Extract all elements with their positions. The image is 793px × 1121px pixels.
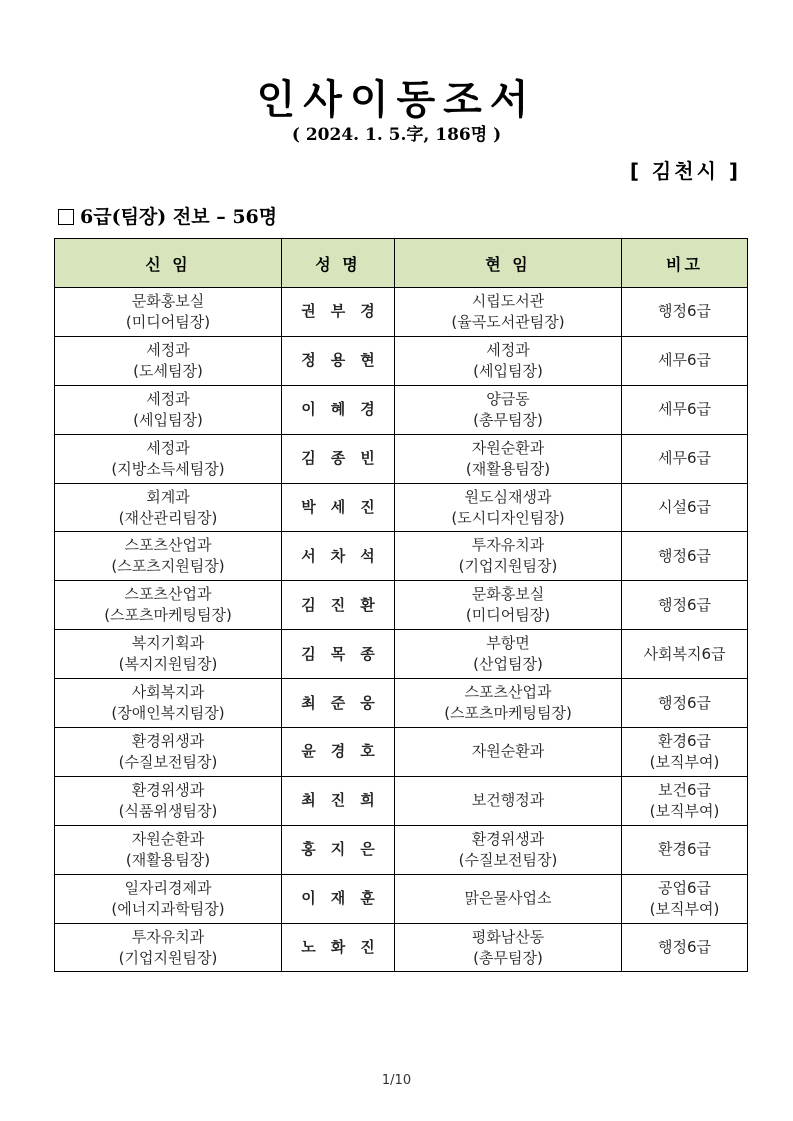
new-post-cell	[55, 874, 282, 923]
header-name: 성 명	[282, 239, 395, 288]
current-post-cell-line: 세정과	[486, 340, 530, 359]
new-post-cell	[55, 825, 282, 874]
name-cell: 윤경호	[282, 728, 395, 777]
new-post-cell-line: (기업지원팀장)	[118, 948, 218, 967]
current-post-cell-line: 스포츠산업과	[464, 683, 552, 702]
current-post-cell	[395, 434, 622, 483]
remark-cell-line: 보건6급	[657, 780, 711, 799]
new-post-cell-line: 세정과	[146, 389, 190, 408]
table-row	[55, 728, 748, 777]
remark-cell-line: 세무6급	[657, 351, 711, 370]
current-post-cell-line: (율곡도서관팀장)	[451, 312, 565, 331]
personnel-table	[54, 238, 748, 972]
current-post-cell-line: (총무팀장)	[473, 948, 543, 967]
new-post-cell-line: 회계과	[146, 487, 190, 506]
table-row	[55, 336, 748, 385]
new-post-cell-line: (식품위생팀장)	[118, 801, 218, 820]
current-post-cell-line: (총무팀장)	[473, 410, 543, 429]
new-post-cell-line: 투자유치과	[131, 927, 205, 946]
table-row	[55, 434, 748, 483]
current-post-cell-line: 평화남산동	[471, 927, 545, 946]
current-post-cell-line: 환경위생과	[471, 829, 545, 848]
table-body	[55, 288, 748, 972]
remark-cell-line: 행정6급	[657, 595, 711, 614]
remark-cell-line: (보직부여)	[649, 801, 720, 820]
current-post-cell	[395, 385, 622, 434]
current-post-cell	[395, 923, 622, 972]
new-post-cell-line: (미디어팀장)	[125, 312, 211, 331]
name-cell: 권부경	[282, 288, 395, 337]
remark-cell	[622, 532, 748, 581]
name-cell: 정용현	[282, 336, 395, 385]
current-post-cell	[395, 776, 622, 825]
table-header-row	[55, 239, 748, 288]
current-post-cell	[395, 483, 622, 532]
remark-cell	[622, 336, 748, 385]
remark-cell-line: 세무6급	[657, 400, 711, 419]
name-cell: 이재훈	[282, 874, 395, 923]
name-cell: 박세진	[282, 483, 395, 532]
current-post-cell-line: 문화홍보실	[471, 585, 545, 604]
name-cell: 최준웅	[282, 679, 395, 728]
current-post-cell-line: 보건행정과	[471, 791, 545, 810]
section-title: 6급(팀장) 전보 – 56명	[80, 206, 278, 228]
current-post-cell-line: 맑은물사업소	[464, 889, 552, 908]
remark-cell-line: 행정6급	[657, 546, 711, 565]
current-post-cell	[395, 679, 622, 728]
remark-cell-line: 시설6급	[657, 498, 711, 516]
remark-cell	[622, 874, 748, 923]
new-post-cell-line: 일자리경제과	[124, 878, 212, 897]
remark-cell	[622, 483, 748, 532]
new-post-cell-line: (스포츠마케팅팀장)	[104, 606, 232, 625]
name-cell: 김목종	[282, 630, 395, 679]
remark-cell	[622, 385, 748, 434]
remark-cell	[622, 288, 748, 337]
remark-cell	[622, 825, 748, 874]
new-post-cell-line: 환경위생과	[131, 780, 205, 799]
header-current-post: 현 임	[395, 239, 622, 288]
name-cell: 김진환	[282, 581, 395, 630]
new-post-cell	[55, 483, 282, 532]
new-post-cell-line: 문화홍보실	[131, 291, 205, 310]
new-post-cell-line: 세정과	[146, 438, 190, 457]
remark-cell	[622, 679, 748, 728]
current-post-cell-line: (스포츠마케팅팀장)	[444, 704, 572, 723]
new-post-cell-line: (수질보전팀장)	[118, 752, 218, 771]
header-new-post: 신 임	[55, 239, 282, 288]
header-remark: 비고	[622, 239, 748, 288]
table-row	[55, 483, 748, 532]
new-post-cell	[55, 630, 282, 679]
name-cell: 김종빈	[282, 434, 395, 483]
remark-cell-line: 환경6급	[657, 840, 711, 859]
current-post-cell	[395, 336, 622, 385]
checkbox-square-icon	[58, 209, 74, 225]
new-post-cell-line: 스포츠산업과	[124, 585, 212, 604]
remark-cell	[622, 728, 748, 777]
table-row	[55, 630, 748, 679]
name-cell: 서차석	[282, 532, 395, 581]
new-post-cell	[55, 776, 282, 825]
current-post-cell-line: (재활용팀장)	[465, 459, 551, 478]
remark-cell	[622, 581, 748, 630]
current-post-cell-line: 부항면	[486, 634, 530, 653]
table-row	[55, 581, 748, 630]
remark-cell-line: (보직부여)	[649, 899, 720, 918]
current-post-cell-line: 자원순환과	[471, 742, 545, 761]
name-cell: 홍지은	[282, 825, 395, 874]
new-post-cell-line: 환경위생과	[131, 731, 205, 750]
current-post-cell	[395, 728, 622, 777]
new-post-cell	[55, 728, 282, 777]
remark-cell-line: 사회복지6급	[643, 644, 726, 663]
new-post-cell-line: 복지기획과	[131, 634, 205, 653]
current-post-cell-line: 투자유치과	[471, 536, 545, 555]
current-post-cell-line: (수질보전팀장)	[458, 850, 558, 869]
new-post-cell-line: (지방소득세팀장)	[111, 459, 225, 478]
new-post-cell	[55, 434, 282, 483]
current-post-cell-line: 양금동	[486, 389, 530, 408]
remark-cell-line: (보직부여)	[649, 752, 720, 771]
page-number: 1/10	[381, 1073, 412, 1088]
new-post-cell-line: (스포츠지원팀장)	[111, 557, 225, 576]
new-post-cell-line: (세입팀장)	[133, 410, 203, 429]
current-post-cell	[395, 874, 622, 923]
new-post-cell	[55, 336, 282, 385]
new-post-cell-line: (재산관리팀장)	[118, 508, 218, 527]
name-cell: 노화진	[282, 923, 395, 972]
table-row	[55, 532, 748, 581]
table-row	[55, 776, 748, 825]
current-post-cell	[395, 532, 622, 581]
remark-cell	[622, 923, 748, 972]
table-row	[55, 874, 748, 923]
document-title: 인사이동조서	[256, 77, 537, 123]
remark-cell-line: 환경6급	[657, 731, 711, 750]
document-subtitle: ( 2024. 1. 5.字, 186명 )	[291, 125, 502, 145]
new-post-cell-line: (장애인복지팀장)	[111, 704, 225, 723]
new-post-cell-line: (복지지원팀장)	[118, 655, 218, 674]
table-row	[55, 825, 748, 874]
current-post-cell-line: (미디어팀장)	[465, 606, 551, 625]
section-heading	[58, 202, 277, 229]
table-row	[55, 679, 748, 728]
table-row	[55, 288, 748, 337]
table-row	[55, 385, 748, 434]
current-post-cell-line: 시립도서관	[471, 291, 545, 310]
name-cell: 최진희	[282, 776, 395, 825]
current-post-cell	[395, 630, 622, 679]
current-post-cell-line: (세입팀장)	[473, 361, 543, 380]
current-post-cell-line: (산업팀장)	[473, 655, 543, 674]
new-post-cell-line: (재활용팀장)	[125, 850, 211, 869]
new-post-cell	[55, 581, 282, 630]
new-post-cell-line: 세정과	[146, 340, 190, 359]
new-post-cell-line: 자원순환과	[131, 829, 205, 848]
current-post-cell-line: (기업지원팀장)	[458, 557, 558, 576]
current-post-cell-line: (도시디자인팀장)	[451, 508, 565, 527]
remark-cell-line: 행정6급	[657, 693, 711, 712]
remark-cell	[622, 434, 748, 483]
current-post-cell-line: 자원순환과	[471, 438, 545, 457]
new-post-cell-line: 사회복지과	[131, 683, 205, 702]
remark-cell-line: 공업6급	[657, 878, 711, 897]
current-post-cell	[395, 288, 622, 337]
remark-cell	[622, 776, 748, 825]
remark-cell	[622, 630, 748, 679]
current-post-cell-line: 원도심재생과	[464, 487, 552, 506]
new-post-cell-line: (도세팀장)	[133, 361, 203, 380]
remark-cell-line: 세무6급	[657, 449, 711, 468]
new-post-cell-line: (에너지과학팀장)	[111, 899, 225, 918]
new-post-cell	[55, 923, 282, 972]
remark-cell-line: 행정6급	[657, 938, 711, 957]
city-label: [ 김천시 ]	[629, 159, 741, 183]
new-post-cell	[55, 679, 282, 728]
new-post-cell	[55, 385, 282, 434]
current-post-cell	[395, 825, 622, 874]
new-post-cell	[55, 532, 282, 581]
current-post-cell	[395, 581, 622, 630]
remark-cell-line: 행정6급	[657, 302, 711, 321]
name-cell: 이혜경	[282, 385, 395, 434]
new-post-cell-line: 스포츠산업과	[124, 536, 212, 555]
new-post-cell	[55, 288, 282, 337]
table-row	[55, 923, 748, 972]
